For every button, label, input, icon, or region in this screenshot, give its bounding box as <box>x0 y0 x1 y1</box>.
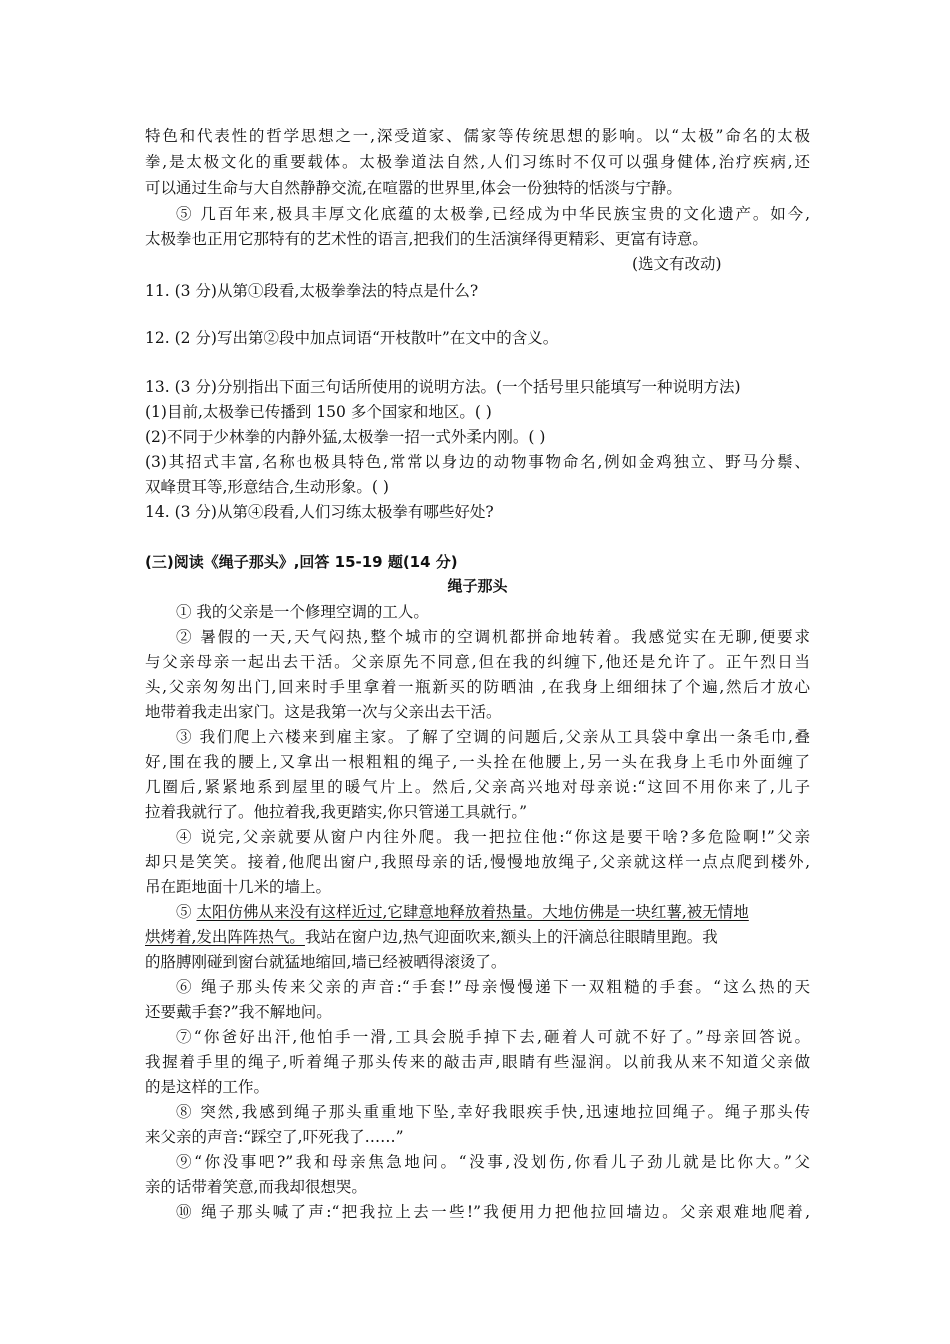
passage-line: 拳,是太极文化的重要载体。太极拳道法自然,人们习练时不仅可以强身健体,治疗疾病,还 <box>145 153 810 171</box>
paragraph-7-line: 我握着手里的绳子,听着绳子那头传来的敲击声,眼睛有些湿润。以前我从来不知道父亲做 <box>145 1053 810 1071</box>
source-note: (选文有改动) <box>632 255 722 273</box>
paragraph-5-line: 的胳膊刚碰到窗台就猛地缩回,墙已经被晒得滚烫了。 <box>145 953 507 971</box>
paragraph-4-line: 吊在距地面十几米的墙上。 <box>145 878 332 896</box>
paragraph-5 <box>176 900 810 924</box>
paragraph-6-line: 还要戴手套?”我不解地问。 <box>145 1003 332 1021</box>
question-13-item-2: (2)不同于少林拳的内静外猛,太极拳一招一式外柔内刚。( ) <box>145 428 546 446</box>
paragraph-7-line: 的是这样的工作。 <box>145 1078 270 1096</box>
underlined-sentence-cont: 烘烤着,发出阵阵热气。 <box>145 928 305 946</box>
paragraph-9-line: 亲的话带着笑意,而我却很想哭。 <box>145 1178 367 1196</box>
paragraph-2: ② 暑假的一天,天气闷热,整个城市的空调机都拼命地转着。我感觉实在无聊,便要求 <box>176 628 810 646</box>
paragraph-5-number: ⑤ <box>176 903 197 921</box>
paragraph-2-line: 与父亲母亲一起出去干活。父亲原先不同意,但在我的纠缠下,他还是允许了。正午烈日当 <box>145 653 810 671</box>
paragraph-7: ⑦“你爸好出汗,他怕手一滑,工具会脱手掉下去,砸着人可就不好了。”母亲回答说。 <box>176 1028 810 1046</box>
paragraph-10: ⑩ 绳子那头喊了声:“把我拉上去一些!”我便用力把他拉回墙边。父亲艰难地爬着, <box>176 1203 810 1221</box>
question-13-item-3: (3)其招式丰富,名称也极具特色,常常以身边的动物事物命名,例如金鸡独立、野马分鬃、 <box>145 453 810 471</box>
question-14: 14. (3 分)从第④段看,人们习练太极拳有哪些好处? <box>145 503 494 521</box>
passage-line: 特色和代表性的哲学思想之一,深受道家、儒家等传统思想的影响。以“太极”命名的太极 <box>145 127 810 145</box>
paragraph-4: ④ 说完,父亲就要从窗户内往外爬。我一把拉住他:“你这是要干啥?多危险啊!”父亲 <box>176 828 810 846</box>
section-heading: (三)阅读《绳子那头》,回答 15-19 题(14 分) <box>145 553 458 571</box>
question-13-item-3-cont: 双峰贯耳等,形意结合,生动形象。( ) <box>145 478 389 496</box>
paragraph-5-text: 我站在窗户边,热气迎面吹来,额头上的汗滴总往眼睛里跑。我 <box>304 928 718 946</box>
paragraph-3-line: 几圈后,紧紧地系到屋里的暖气片上。然后,父亲高兴地对母亲说:“这回不用你来了,儿子 <box>145 778 810 796</box>
question-12: 12. (2 分)写出第②段中加点词语“开枝散叶”在文中的含义。 <box>145 329 559 347</box>
paragraph-1: ① 我的父亲是一个修理空调的工人。 <box>176 603 429 621</box>
paragraph-6: ⑥ 绳子那头传来父亲的声音:“手套!”母亲慢慢递下一双粗糙的手套。“这么热的天 <box>176 978 810 996</box>
paragraph-4-line: 却只是笑笑。接着,他爬出窗户,我照母亲的话,慢慢地放绳子,父亲就这样一点点爬到楼外, <box>145 853 810 871</box>
passage-line: 太极拳也正用它那特有的艺术性的语言,把我们的生活演绎得更精彩、更富有诗意。 <box>145 230 708 248</box>
paragraph-3: ③ 我们爬上六楼来到雇主家。了解了空调的问题后,父亲从工具袋中拿出一条毛巾,叠 <box>176 728 810 746</box>
question-11: 11. (3 分)从第①段看,太极拳拳法的特点是什么? <box>145 282 479 300</box>
passage-title: 绳子那头 <box>447 577 508 595</box>
underlined-sentence: 太阳仿佛从来没有这样近过,它肆意地释放着热量。大地仿佛是一块红薯,被无情地 <box>196 903 749 921</box>
paragraph-9: ⑨“你没事吧?”我和母亲焦急地问。“没事,没划伤,你看儿子劲儿就是比你大。”父 <box>176 1153 810 1171</box>
passage-line: 可以通过生命与大自然静静交流,在喧嚣的世界里,体会一份独特的恬淡与宁静。 <box>145 179 682 197</box>
question-13-item-1: (1)目前,太极拳已传播到 150 多个国家和地区。( ) <box>145 403 492 421</box>
paragraph-5-line <box>145 925 810 949</box>
paragraph-8-line: 来父亲的声音:“踩空了,吓死我了……” <box>145 1128 404 1146</box>
paragraph-3-line: 好,围在我的腰上,又拿出一根粗粗的绳子,一头拴在他腰上,另一头在我身上毛巾外面缠了 <box>145 753 810 771</box>
paragraph-2-line: 头,父亲匆匆出门,回来时手里拿着一瓶新买的防晒油 ,在我身上细细抹了个遍,然后才放心 <box>145 678 810 696</box>
passage-line: ⑤ 几百年来,极具丰厚文化底蕴的太极拳,已经成为中华民族宝贵的文化遗产。如今, <box>176 205 810 223</box>
paragraph-2-line: 地带着我走出家门。这是我第一次与父亲出去干活。 <box>145 703 502 721</box>
paragraph-3-line: 拉着我就行了。他拉着我,我更踏实,你只管递工具就行。” <box>145 803 528 821</box>
paragraph-8: ⑧ 突然,我感到绳子那头重重地下坠,幸好我眼疾手快,迅速地拉回绳子。绳子那头传 <box>176 1103 810 1121</box>
question-13: 13. (3 分)分别指出下面三句话所使用的说明方法。(一个括号里只能填写一种说明方法) <box>145 378 741 396</box>
